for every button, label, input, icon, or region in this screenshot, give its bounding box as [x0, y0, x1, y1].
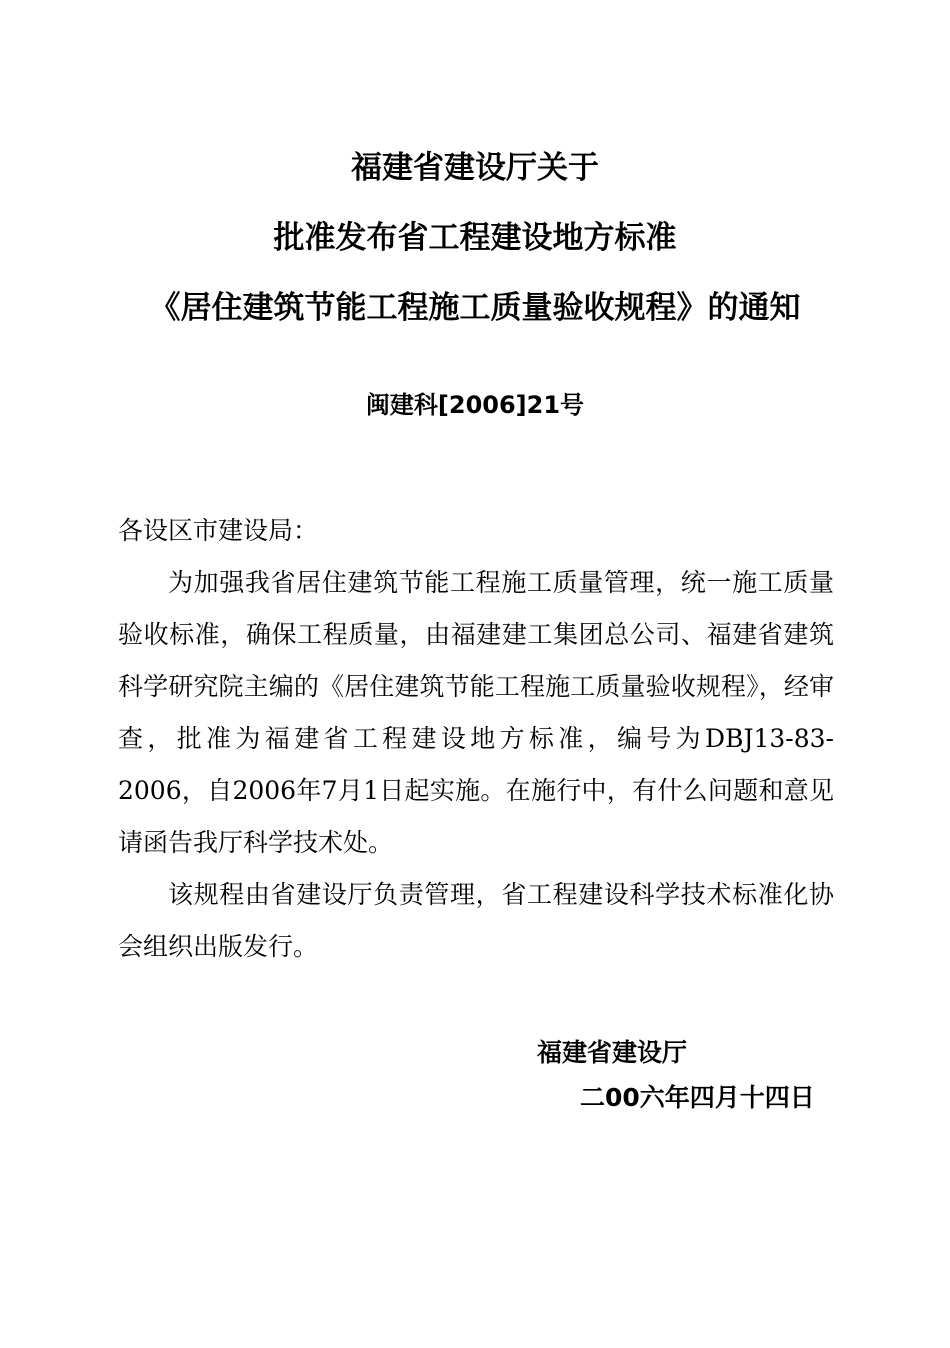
title-line-2: 批准发布省工程建设地方标准: [273, 220, 677, 256]
signature-organization: 福建省建设厅: [537, 1038, 688, 1067]
document-number: 闽建科[2006]21号: [365, 391, 585, 419]
signature-date: 二00六年四月十四日: [580, 1083, 815, 1112]
salutation: 各设区市建设局：: [118, 516, 319, 545]
title-line-1: 福建省建设厅关于: [351, 150, 599, 186]
title-line-3: 《居住建筑节能工程施工质量验收规程》的通知: [149, 290, 801, 326]
paragraph-2: 该规程由省建设厅负责管理，省工程建设科学技术标准化协会组织出版发行。: [118, 880, 834, 961]
paragraph-1: 为加强我省居住建筑节能工程施工质量管理，统一施工质量验收标准，确保工程质量，由福建建工集团总公司、福建省建筑科学研究院主编的《居住建筑节能工程施工质量验收规程》，经审查，批准为福建省工程建设地方标准，编号为DBJ13-83-2006，自2006年7月1日起实施。在施行中，有什么问题和意见请函告我厅科学技术处。: [118, 568, 834, 857]
body-text: [118, 505, 834, 973]
